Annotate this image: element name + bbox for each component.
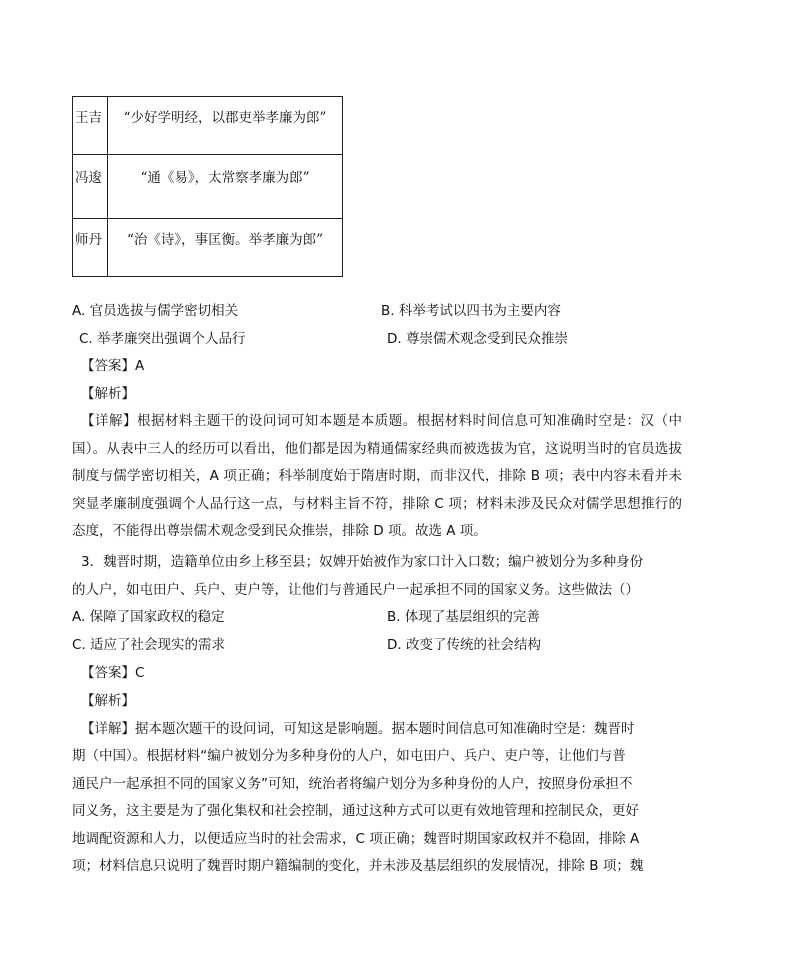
person-name-cell: 冯逡 (73, 155, 108, 219)
material-table (72, 96, 343, 277)
person-name-cell: 王吉 (73, 97, 108, 155)
q3-stem-line1: 3．魏晋时期，造籍单位由乡上移至县；奴婢开始被作为家口计入口数；编户被划分为多种身份 (81, 554, 644, 570)
q3-detail-line: 同义务，这主要是为了强化集权和社会控制，通过这种方式可以更有效地管理和控制民众，更好 (72, 803, 639, 819)
q3-option-a: A. 保障了国家政权的稳定 (72, 609, 225, 625)
q2-option-d: D. 尊崇儒术观念受到民众推崇 (387, 331, 568, 347)
q3-stem-line2: 的人户，如屯田户、兵户、吏户等，让他们与普通民户一起承担不同的国家义务。这些做法（） (72, 582, 639, 598)
q3-detail-line: 地调配资源和人力，以便适应当时的社会需求，C 项正确；魏晋时期国家政权并不稳固，排除 A (72, 831, 640, 847)
q2-option-a: A. 官员选拔与儒学密切相关 (72, 303, 239, 319)
table-row (73, 219, 343, 277)
q3-detail-line: 期（中国）。根据材料“编户被划分为多种身份的人户，如屯田户、兵户、吏户等，让他们与普 (72, 748, 626, 764)
q3-detail-line: 项；材料信息只说明了魏晋时期户籍编制的变化，并未涉及基层组织的发展情况，排除 B 项；魏 (72, 858, 644, 874)
q3-analysis-label: 【解析】 (81, 693, 135, 709)
q3-option-c: C. 适应了社会现实的需求 (72, 637, 226, 653)
q2-answer: 【答案】A (81, 358, 145, 374)
quote-cell: “治《诗》，事匡衡。举孝廉为郎” (108, 219, 343, 277)
table-row (73, 97, 343, 155)
q3-option-b: B. 体现了基层组织的完善 (387, 609, 540, 625)
q2-detail: 【详解】根据材料主题干的设问词可知本题是本质题。根据材料时间信息可知准确时空是：汉（中国）。从表中三人的经历可以看出，他们都是因为精通儒家经典而被选拔为官，这说明当时的官员选拔制度与儒学密切相关，A 项正确；科举制度始于隋唐时期，而非汉代，排除 B 项；表中内容未看并未突显孝廉制度强调个人品行这一点，与材料主旨不符，排除 C 项；材料未涉及民众对儒学思想推行的态度，不能得出尊崇儒术观念受到民众推崇，排除 D 项。故选 A 项。 (72, 413, 682, 540)
person-name-cell: 师丹 (73, 219, 108, 277)
table-row (73, 155, 343, 219)
quote-cell: “通《易》，太常察孝廉为郎” (108, 155, 343, 219)
q2-option-c: C. 举孝廉突出强调个人品行 (79, 331, 246, 347)
q2-option-b: B. 科举考试以四书为主要内容 (381, 303, 561, 319)
q2-analysis-label: 【解析】 (81, 386, 135, 402)
q3-option-d: D. 改变了传统的社会结构 (387, 637, 541, 653)
q3-detail-line: 【详解】据本题次题干的设问词，可知这是影响题。据本题时间信息可知准确时空是：魏晋时 (81, 721, 635, 737)
q3-answer: 【答案】C (81, 665, 145, 681)
q3-detail-line: 通民户一起承担不同的国家义务”可知，统治者将编户划分为多种身份的人户，按照身份承担不 (72, 776, 633, 792)
quote-cell: “少好学明经，以郡吏举孝廉为郎” (108, 97, 343, 155)
